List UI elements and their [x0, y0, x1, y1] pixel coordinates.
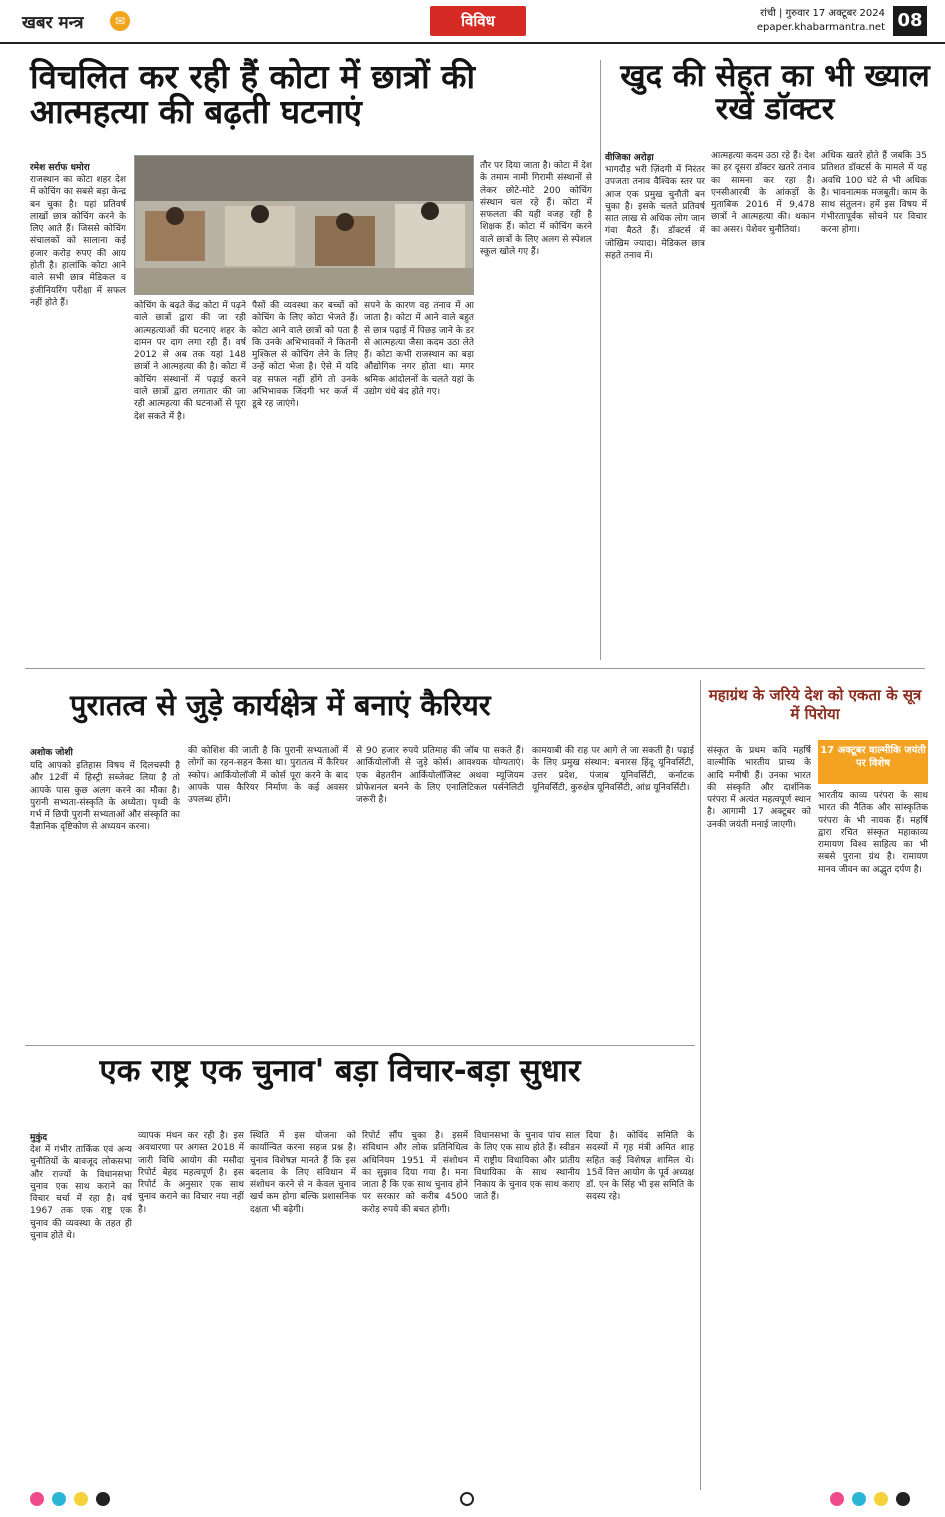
election-byline: मुकुंद: [30, 1133, 48, 1143]
doctors-byline: वीजिका अरोड़ा: [605, 153, 654, 163]
valmiki-col-2: भारतीय काव्य परंपरा के साथ भारत की नैतिक और सांस्कृतिक परंपरा के भी नायक हैं। महर्षि द्वारा रचित संस्कृत महाकाव्य रामायण विश्व साहित्य का भी सबसे पुराना ग्रंथ है। रामायण मानव जीवन का अद्भुत दर्पण है।: [818, 791, 928, 875]
logo-badge-icon: ✉: [110, 11, 130, 31]
color-dot-icon: [830, 1492, 844, 1506]
color-dot-icon: [896, 1492, 910, 1506]
kota-col-2: कोचिंग के बढ़ते केंद्र कोटा में पढ़ने वाले छात्रों द्वारा की जा रही आत्महत्याओं की घटनाएं शहर के दामन पर दाग लगा रही हैं। वर्ष 2012 से अब तक यहां 148 छात्रों ने आत्महत्या की है। कोटा में कोचिंग संस्थानों में पढ़ाई करने वाले छात्रों द्वारा लगातार की जा रही आत्महत्या की घटनाओं से पूरा देश सकते में है।: [134, 301, 246, 422]
dateline: [757, 7, 885, 35]
section-divider-2: [25, 1045, 695, 1046]
color-dot-icon: [874, 1492, 888, 1506]
column-divider: [600, 60, 601, 660]
career-col-4: कामयाबी की राह पर आगे ले जा सकती है। पढ़ाई के लिए प्रमुख संस्थान: बनारस हिंदू यूनिवर्सिटी, उत्तर प्रदेश, पंजाब यूनिवर्सिटी, कर्नाटक यूनिवर्सिटी, कुरुक्षेत्र यूनिवर्सिटी, आंध्र यूनिवर्सिटी।: [532, 746, 694, 793]
newspaper-logo: खबर मन्त्र: [22, 13, 84, 33]
kota-col-3: पैसों की व्यवस्था कर बच्चों को कोचिंग के लिए कोटा भेजते हैं। कोटा आने वाले छात्रों को पता है कि उनके अभिभावकों ने कितनी मुश्किल से कोचिंग लेने के लिए उन्हें कोटा भेजा है। ऐसे में यदि वह सफल नहीं होंगे तो उनके अभिभावक जिंदगी भर कर्ज में डूबे रह जाएंगे।: [252, 301, 358, 410]
color-dot-icon: [30, 1492, 44, 1506]
section-tab: विविध: [430, 6, 526, 36]
career-col-1: यदि आपको इतिहास विषय में दिलचस्पी है और 12वीं में हिस्ट्री सब्जेक्ट लिया है तो आपके पास कुछ अलग करने का मौका है। पुरानी सभ्यता-संस्कृति के अध्येता। पृथ्वी के गर्भ में छिपी पुरानी सभ्यताओं और संस्कृति का वैज्ञानिक दृष्टिकोण से अध्ययन करना।: [30, 761, 180, 833]
kota-col-5: तौर पर दिया जाता है। कोटा में देश के तमाम नामी गिरामी संस्थानों से लेकर छोटे-मोटे 200 कोचिंग संस्थान चल रहे हैं। कोटा में सफलता की यही वजह रही है शिक्षक हैं। कोटा में कोचिंग करने वाले छात्रों के लिए अलग से स्पेशल स्कूल खोले गए हैं।: [480, 161, 592, 258]
color-dot-icon: [96, 1492, 110, 1506]
color-dot-icon: [52, 1492, 66, 1506]
kota-col-1: राजस्थान का कोटा शहर देश में कोचिंग का सबसे बड़ा केन्द्र बन चुका है। यहां प्रतिवर्ष लाखों छात्र कोचिंग करने के लिए आते हैं। जिससे कोचिंग संचालकों को सालाना कई हजार करोड़ रुपए की आय होती है। हालांकि कोटा आने वाले सभी छात्र मेडिकल व इंजीनियरिंग परीक्षा में सफल नहीं होते हैं।: [30, 175, 126, 308]
color-dot-icon: [74, 1492, 88, 1506]
valmiki-col-1: संस्कृत के प्रथम कवि महर्षि वाल्मीकि भारतीय प्राच्य के आदि मनीषी हैं। उनका भारत की संस्कृति और दार्शनिक परंपरा में अत्यंत महत्वपूर्ण स्थान है। आगामी 17 अक्टूबर को उनकी जयंती मनाई जाएगी।: [707, 746, 811, 830]
career-col-3: से 90 हजार रुपये प्रतिमाह की जॉब पा सकते हैं। आर्कियोलॉजी से जुड़े कोर्स। आवश्यक योग्यताएं। एक बेहतरीन आर्कियोलॉजिस्ट अथवा म्यूजियम प्रोफेशनल बनने के लिए एनालिटिकल पर्सनेलिटी जरूरी है।: [356, 746, 524, 806]
doctors-col-1: भागदौड़ भरी ज़िंदगी में निरंतर उपजता तनाव वैश्विक स्तर पर आज एक प्रमुख चुनौती बन चुका है। इसके चलते प्रतिवर्ष सात लाख से अधिक लोग जान गंवा बैठते हैं। डॉक्टर्स में जोखिम ज्यादा। मेडिकल छात्र सहते तनाव में।: [605, 165, 705, 262]
masthead: [0, 0, 945, 44]
section-divider: [25, 668, 925, 669]
election-col-3: स्थिति में इस योजना को कार्यान्वित करना सहज प्रश्न है। चुनाव विशेषज्ञ मानते हैं कि इस बदलाव के लिए संविधान में संशोधन करने से न केवल चुनाव खर्च कम होगा बल्कि प्रशासनिक दक्षता भी बढ़ेगी।: [250, 1131, 356, 1215]
footer-color-strip: [30, 1492, 910, 1512]
career-byline: अशोक जोशी: [30, 748, 73, 758]
kota-col-4: सपने के कारण वह तनाव में आ जाता है। कोटा में आने वाले बहुत से छात्र पढ़ाई में पिछड़ जाने के डर से आत्महत्या जैसा कदम उठा लेते हैं। कोटा कभी राजस्थान का बड़ा औद्योगिक नगर होता था। मगर श्रमिक आंदोलनों के चलते यहां के उद्योग धंधे बंद होते गए।: [364, 301, 474, 398]
valmiki-headline: महाग्रंथ के जरिये देश को एकता के सूत्र में पिरोया: [708, 686, 922, 723]
column-divider-right: [700, 680, 701, 1490]
election-col-1: देश में गंभीर तार्किक एवं अन्य चुनौतियों के बावजूद लोकसभा और राज्यों के विधानसभा चुनाव एक साथ कराने का विचार चर्चा में रहा है। वर्ष 1967 तक एक राष्ट्र एक चुनाव की व्यवस्था के तहत ही चुनाव होते थे।: [30, 1145, 132, 1242]
registration-mark-icon: [460, 1492, 474, 1506]
color-dot-icon: [852, 1492, 866, 1506]
kota-byline: रमेश सर्राफ धमोरा: [30, 163, 90, 173]
election-col-6: दिया है। कोविंद समिति के सदस्यों में गृह मंत्री अमित शाह सहित कई विशेषज्ञ शामिल थे। 15वें वित्त आयोग के पूर्व अध्यक्ष डॉ. एन के सिंह भी इस समिति के सदस्य रहे।: [586, 1131, 694, 1203]
kota-headline: विचलित कर रही हैं कोटा में छात्रों की आत्महत्या की बढ़ती घटनाएं: [30, 57, 476, 131]
election-col-5: विधानसभा के चुनाव पांच साल के लिए एक साथ होते हैं। स्वीडन में राष्ट्रीय विधायिका और प्रांतीय विधायिका के साथ स्थानीय निकाय के चुनाव एक साथ कराए जाते हैं।: [474, 1131, 580, 1203]
election-headline: एक राष्ट्र एक चुनाव' बड़ा विचार-बड़ा सुधार: [99, 1053, 581, 1089]
doctors-headline: खुद की सेहत का भी ख्याल रखें डॉक्टर: [620, 58, 930, 127]
career-col-2: की कोशिश की जाती है कि पुरानी सभ्यताओं में लोगों का रहन-सहन कैसा था। पुरातत्व में कैरियर स्कोप। आर्कियोलॉजी में कोर्स पूरा करने के बाद आपके पास कैरियर निर्माण के कई अवसर उपलब्ध होंगे।: [188, 746, 348, 806]
date-text: रांची | गुरुवार 17 अक्टूबर 2024: [760, 8, 885, 19]
kota-photo: [134, 155, 474, 295]
doctors-col-3: अधिक खतरे होते हैं जबकि 35 प्रतिशत डॉक्टर्स के मामले में यह अवधि 100 घंटे से भी अधिक है। भावनात्मक मजबूती। काम के साथ संतुलन। हमें इस विषय में गंभीरतापूर्वक सोचने पर विचार करना होगा।: [821, 151, 927, 235]
page-number: 08: [893, 6, 927, 36]
election-col-2: व्यापक मंथन कर रही है। इस अवधारणा पर अगस्त 2018 में जारी विधि आयोग की मसौदा रिपोर्ट बेहद महत्वपूर्ण है। इस रिपोर्ट के अनुसार एक साथ चुनाव कराने का विचार नया नहीं है।: [138, 1131, 244, 1215]
website-text: epaper.khabarmantra.net: [756, 22, 885, 33]
doctors-col-2: आत्महत्या कदम उठा रहे हैं। देश का हर दूसरा डॉक्टर खतरे तनाव का सामना कर रहा है। एनसीआरबी के आंकड़ों के मुताबिक 2016 में 9,478 छात्रों ने आत्महत्या की। थकान का असर। पेशेवर चुनौतियां।: [711, 151, 815, 235]
career-headline: पुरातत्व से जुड़े कार्यक्षेत्र में बनाएं कैरियर: [70, 688, 491, 722]
election-col-4: रिपोर्ट सौंप चुका है। इसमें संविधान और लोक प्रतिनिधित्व अधिनियम 1951 में संशोधन का सुझाव दिया गया है। मना जाता है कि एक साथ चुनाव होने पर सरकार को करीब 4500 करोड़ रुपये की बचत होगी।: [362, 1131, 468, 1215]
valmiki-banner: 17 अक्टूबर वाल्मीकि जयंती पर विशेष: [818, 740, 928, 784]
